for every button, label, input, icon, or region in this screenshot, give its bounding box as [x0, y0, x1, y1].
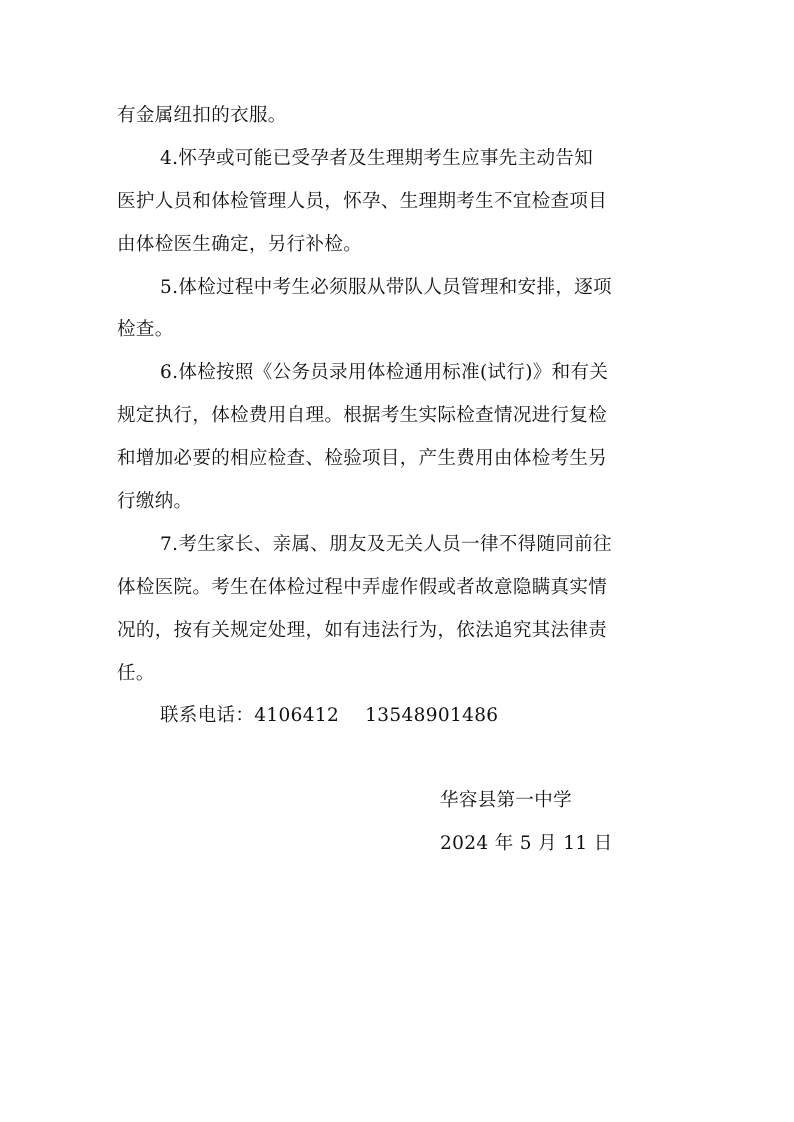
item-6-line-4: 行缴纳。	[117, 491, 193, 512]
item-7-line-1: 7.考生家长、亲属、朋友及无关人员一律不得随同前往	[160, 534, 612, 555]
signature-date: 2024 年 5 月 11 日	[440, 833, 613, 854]
item-7-line-3: 况的，按有关规定处理，如有违法行为，依法追究其法律责	[117, 620, 608, 641]
contact-line	[160, 704, 498, 728]
item-6-line-3: 和增加必要的相应检查、检验项目，产生费用由体检考生另	[117, 448, 608, 469]
contact-label: 联系电话：	[160, 705, 255, 726]
paragraph-3-end-line: 有金属纽扣的衣服。	[117, 105, 287, 126]
contact-phone-2: 13548901486	[365, 705, 499, 726]
item-6-line-2: 规定执行，体检费用自理。根据考生实际检查情况进行复检	[117, 405, 608, 426]
item-5-line-1: 5.体检过程中考生必须服从带队人员管理和安排，逐项	[160, 277, 612, 298]
item-4-line-2: 医护人员和体检管理人员，怀孕、生理期考生不宜检查项目	[117, 191, 608, 212]
contact-phone-1: 4106412	[254, 705, 340, 726]
item-7-line-2: 体检医院。考生在体检过程中弄虚作假或者故意隐瞒真实情	[117, 577, 608, 598]
signature-organization: 华容县第一中学	[440, 790, 572, 811]
item-6-line-1: 6.体检按照《公务员录用体检通用标准(试行)》和有关	[160, 362, 609, 383]
item-7-line-4: 任。	[117, 663, 155, 684]
item-4-line-3: 由体检医生确定，另行补检。	[117, 234, 363, 255]
item-4-line-1: 4.怀孕或可能已受孕者及生理期考生应事先主动告知	[160, 148, 594, 169]
item-5-line-2: 检查。	[117, 319, 174, 340]
